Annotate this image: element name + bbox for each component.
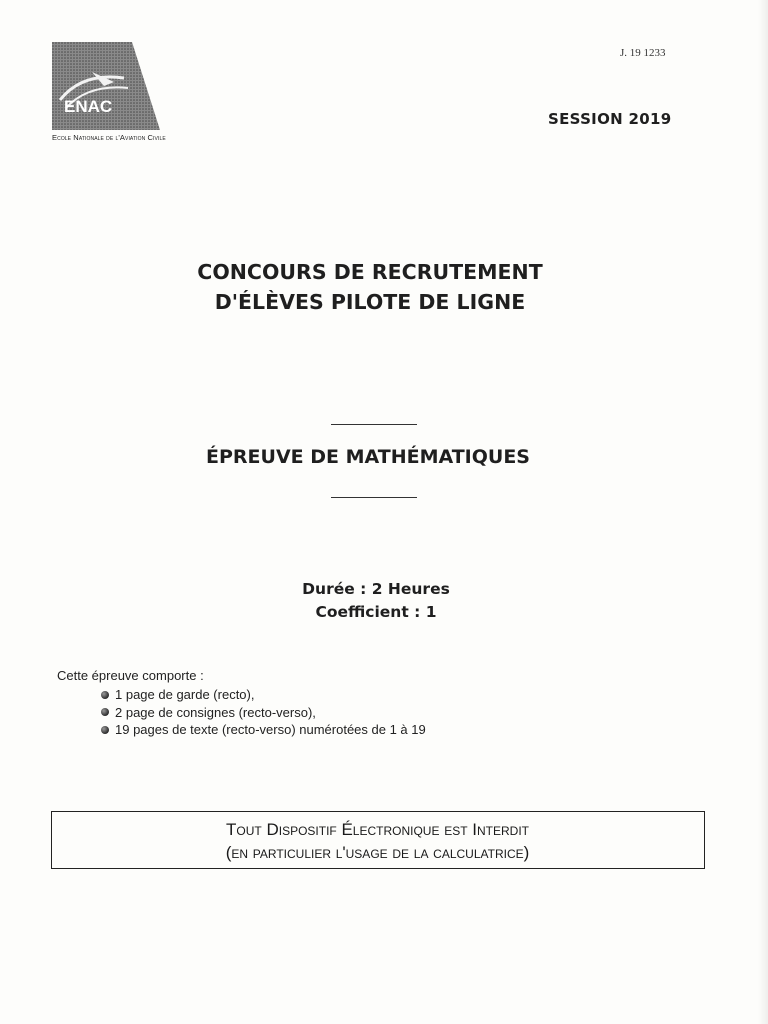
contents-list <box>101 686 426 739</box>
list-item <box>101 721 426 739</box>
enac-logo <box>52 42 162 130</box>
list-item-text: 1 page de garde (recto), <box>115 687 255 702</box>
page-edge-shadow <box>758 0 768 1024</box>
warning-line-2: (en particulier l'usage de la calculatrice) <box>225 843 530 862</box>
subject-title: ÉPREUVE DE MATHÉMATIQUES <box>206 446 530 468</box>
title-line-1: CONCOURS DE RECRUTEMENT <box>197 260 543 284</box>
logo-wordmark: ENAC <box>64 97 113 116</box>
list-item <box>101 704 426 722</box>
warning-line-1: Tout Dispositif Électronique est Interdit <box>226 820 529 839</box>
list-item <box>101 686 426 704</box>
duration-label: Durée : 2 Heures <box>302 580 450 598</box>
session-label: SESSION 2019 <box>548 110 672 128</box>
bullet-icon <box>101 708 109 716</box>
warning-box <box>51 811 705 869</box>
coefficient-label: Coefficient : 1 <box>315 603 437 621</box>
list-item-text: 19 pages de texte (recto-verso) numérotées de 1 à 19 <box>115 722 426 737</box>
contents-intro: Cette épreuve comporte : <box>57 668 204 683</box>
divider-top <box>331 424 417 425</box>
list-item-text: 2 page de consignes (recto-verso), <box>115 704 316 720</box>
bullet-icon <box>101 691 109 699</box>
bullet-icon <box>101 726 109 734</box>
divider-bottom <box>331 497 417 498</box>
document-reference: J. 19 1233 <box>620 47 666 59</box>
title-line-2: D'ÉLÈVES PILOTE DE LIGNE <box>214 290 526 314</box>
logo-caption: Ecole Nationale de l'Aviation Civile <box>52 133 166 142</box>
